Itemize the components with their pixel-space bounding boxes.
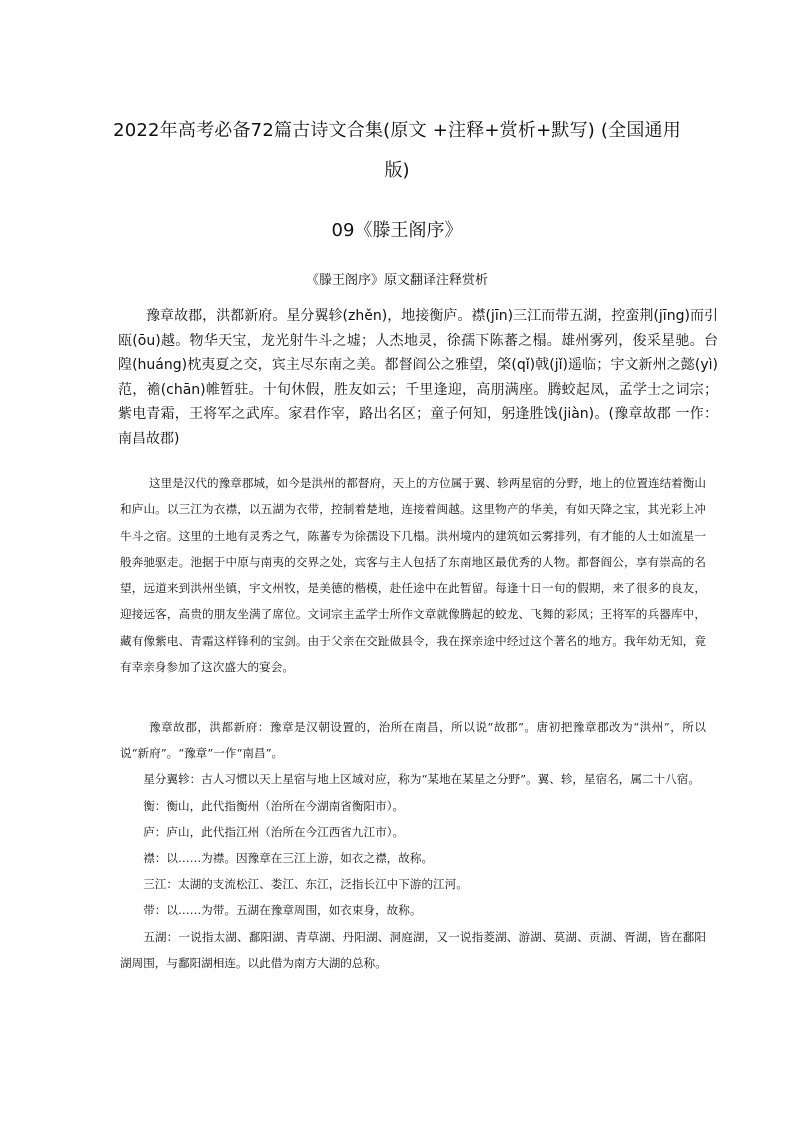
note-item: 庐：庐山，此代指江州（治所在今江西省九江市）。 bbox=[143, 824, 405, 839]
document-title-continued: 版) bbox=[384, 160, 410, 181]
chapter-title: 09《滕王阁序》 bbox=[331, 220, 463, 241]
note-item: 五湖：一说指太湖、鄱阳湖、青草湖、丹阳湖、洞庭湖，又一说指菱湖、游湖、莫湖、贡湖、胥湖，皆在鄱阳湖周围，与鄱阳湖相连。以此借为南方大湖的总称。 bbox=[120, 929, 706, 970]
note-item: 衡：衡山，此代指衡州（治所在今湖南省衡阳市）。 bbox=[143, 798, 405, 813]
title-line-1: 2022年高考必备72篇古诗文合集(原文 +注释+赏析+默写) (全国通用 bbox=[113, 120, 681, 141]
note-item: 三江：太湖的支流松江、娄江、东江，泛指长江中下游的江河。 bbox=[143, 877, 468, 892]
note-item: 豫章故郡，洪都新府：豫章是汉朝设置的，治所在南昌，所以说“故郡”。唐初把豫章郡改为“洪州”，所以说“新府”。“豫章”一作“南昌”。 bbox=[120, 720, 706, 761]
original-paragraph: 豫章故郡，洪都新府。星分翼轸(zhěn)，地接衡庐。襟(jīn)三江而带五湖，控蛮荆(jīng)而引瓯(ōu)越。物华天宝，龙光射牛斗之墟；人杰地灵，徐孺下陈蕃之榻。雄州雾列，俊采星驰。台隍(huáng)枕夷夏之交，宾主尽东南之美。都督阎公之雅望，棨(qǐ)戟(jǐ)遥临；宇文新州之懿(yì)范，襜(chān)帷暂驻。十旬休假，胜友如云；千里逢迎，高朋满座。腾蛟起凤，孟学士之词宗；紫电青霜，王将军之武库。家君作宰，路出名区；童子何知，躬逢胜饯(jiàn)。(豫章故郡 一作：南昌故郡) bbox=[118, 308, 718, 447]
note-item: 星分翼轸：古人习惯以天上星宿与地上区域对应，称为“某地在某星之分野”。翼、轸，星宿名，属二十八宿。 bbox=[143, 772, 700, 787]
section-heading: 《滕王阁序》原文翻译注释赏析 bbox=[305, 273, 488, 288]
notes-list bbox=[120, 714, 706, 976]
note-item: 襟：以……为襟。因豫章在三江上游，如衣之襟，故称。 bbox=[143, 851, 434, 866]
note-item: 带：以……为带。五湖在豫章周围，如衣束身，故称。 bbox=[143, 903, 422, 918]
original-text bbox=[118, 304, 718, 451]
translation-paragraph: 这里是汉代的豫章郡城，如今是洪州的都督府，天上的方位属于翼、轸两星宿的分野，地上的位置连结着衡山和庐山。以三江为衣襟，以五湖为衣带，控制着楚地，连接着闽越。这里物产的华美，有如天降之宝，其光彩上冲牛斗之宿。这里的土地有灵秀之气，陈蕃专为徐孺设下几榻。洪州境内的建筑如云雾排列，有才能的人士如流星一般奔驰驱走。池据于中原与南夷的交界之处，宾客与主人包括了东南地区最优秀的人物。都督阎公，享有崇高的名望，远道来到洪州坐镇，宇文州牧，是美德的楷模，赴任途中在此暂留。每逢十日一旬的假期，来了很多的良友，迎接远客，高贵的朋友坐满了席位。文词宗主孟学士所作文章就像腾起的蛟龙、飞舞的彩凤；王将军的兵器库中，藏有像紫电、青霜这样锋利的宝剑。由于父亲在交趾做县令，我在探亲途中经过这个著名的地方。我年幼无知，竟有幸亲身参加了这次盛大的宴会。 bbox=[120, 476, 706, 675]
translation bbox=[120, 470, 706, 680]
document-title bbox=[60, 108, 734, 154]
